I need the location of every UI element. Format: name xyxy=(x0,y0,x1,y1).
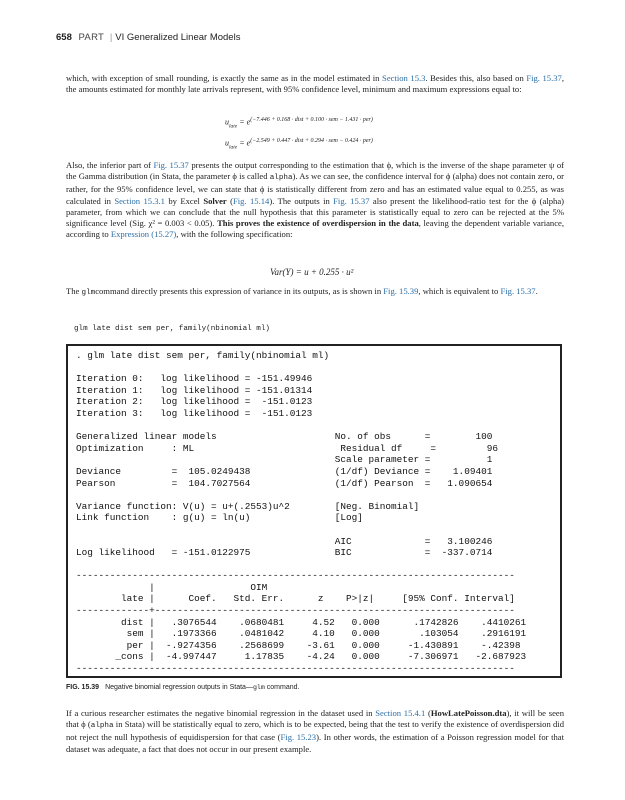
para2-text-5: ( xyxy=(226,195,233,206)
para3-text-4: . xyxy=(535,286,538,296)
para2-text-4: by Excel xyxy=(164,195,204,206)
xref-section-15-3-1[interactable]: Section 15.3.1 xyxy=(114,195,165,206)
xref-fig-15-14[interactable]: Fig. 15.14 xyxy=(233,195,270,206)
para1-text-1: which, with exception of small rounding, is exactly the same as in the model estimated in xyxy=(66,73,383,83)
xref-fig-15-37[interactable]: Fig. 15.37 xyxy=(526,73,562,83)
part-number: VI xyxy=(115,32,125,43)
xref-fig-15-39[interactable]: Fig. 15.39 xyxy=(383,286,419,296)
para1-text-3: , the amounts estimated for monthly late arrivals represent, with 95% confidence level, minimum and maximum expressions equal to: xyxy=(66,73,564,95)
para2-text-8: , leaving the dependent variable variance, according to xyxy=(66,218,564,240)
para3-text-3: , which is equivalent to xyxy=(418,286,501,296)
code-glm: glm xyxy=(81,289,96,297)
header-separator: | xyxy=(109,32,113,43)
para4-text-2: ( xyxy=(425,708,431,718)
para4-text-5: ). In other words, the estimation of a Poisson regression model for that dataset was adequate, a fact that does not occur in our present example. xyxy=(66,732,564,754)
eq2-lhs: u xyxy=(225,138,229,148)
xref-fig-15-37-d[interactable]: Fig. 15.37 xyxy=(500,286,536,296)
solver-bold: Solver xyxy=(203,195,227,206)
xref-section-15-4-1[interactable]: Section 15.4.1 xyxy=(375,708,426,718)
running-header xyxy=(56,32,240,43)
para2-text-7: also present the likelihood-ratio test for the ϕ (alpha) parameter, from which we can conclude that the null hypothesis that this parameter is statistically equal to zero can be rejected at the 5% significance level (Sig. χ² = 0.003 < 0.05). xyxy=(66,195,565,229)
paragraph-1 xyxy=(66,73,564,95)
eq2-rhs: = e xyxy=(239,138,251,148)
eq2-lhs-sub: late xyxy=(229,144,238,151)
figure-caption xyxy=(66,684,299,691)
overdispersion-bold: This proves the existence of overdispersion in the data xyxy=(217,218,419,229)
equation-min xyxy=(225,117,373,130)
para2-text-2: presents the output corresponding to the estimation that ϕ, which is the inverse of the shape parameter ψ of the Gamma distribution (in Stata, the parameter ϕ is called xyxy=(66,160,564,182)
para1-text-2: . Besides this, also based on xyxy=(425,73,527,83)
xref-expression-15-27[interactable]: Expression (15.27) xyxy=(110,229,177,240)
page-number: 658 xyxy=(56,32,72,43)
para3-text-2: command directly presents this expression of variance in its outputs, as is shown in xyxy=(95,286,384,296)
stata-command: glm late dist sem per, family(nbinomial ml) xyxy=(74,325,270,333)
paragraph-3 xyxy=(66,286,564,299)
para2-text-3: ). As we can see, the confidence interval for ϕ (alpha) does not contain zero, or rather, for the 95% confidence level, we can state that ϕ is statistically different from zero and has an estimated value equal to 0.255, as was calculated in xyxy=(66,171,564,206)
para2-text-6: ). The outputs in xyxy=(269,195,334,206)
stata-output-text: . glm late dist sem per, family(nbinomial ml) Iteration 0: log likelihood = -151.49946 Iteration 1: log likelihood = -151.01314 Iteration 2: log likelihood = -151.0123 Iteration 3: log likelihood = -151.0123 Generalized linear models No. of obs = 100 Optimization : ML Residual df = 96 Scale parameter = 1 Deviance = 105.0249438 (1/df) Deviance = 1.09401 Pearson = 104.7027564 (1/df) Pearson = 1.090654 Variance function: V(u) = u+(.2553)u^2 [Neg. Binomial] Link function : g(u) = ln(u) [Log] AIC = 3.100246 Log likelihood = -151.0122975 BIC = -337.0714 ------------------------------------------------------------------------------ | OIM late | Coef. Std. Err. z P>|z| [95% Conf. Interval] -------------+---------------------------------------------------------------- dist | .3076544 .0680481 4.52 0.000 .1742826 .4410261 sem | .1973366 .0481042 4.10 0.000 .103054 .2916191 per | -.9274356 .2568699 -3.61 0.000 -1.430891 -.42398 _cons | -4.997447 1.17835 -4.24 0.000 -7.306971 -2.687923 ------------------------------------------------------------------------------ xyxy=(76,350,527,675)
para4-text-1: If a curious researcher estimates the negative binomial regression in the dataset used in xyxy=(66,708,376,718)
eq1-rhs: = e xyxy=(239,117,251,127)
paragraph-2 xyxy=(66,160,564,240)
stata-output-box xyxy=(66,344,562,678)
xref-section-15-3[interactable]: Section 15.3 xyxy=(382,73,426,83)
part-label: PART xyxy=(78,32,105,43)
xref-fig-15-37-b[interactable]: Fig. 15.37 xyxy=(153,160,189,170)
xref-fig-15-23[interactable]: Fig. 15.23 xyxy=(280,732,317,743)
eq1-exponent: (−7.446 + 0.168 · dist + 0.100 · sem − 1.431 · per) xyxy=(250,117,373,123)
para4-text-3: ), it will be seen that ϕ ( xyxy=(66,708,564,730)
para2-text-9: , with the following specification: xyxy=(176,229,293,240)
eq2-exponent: (−2.549 + 0.447 · dist + 0.294 · sem − 0.424 · per) xyxy=(250,138,373,144)
xref-fig-15-37-c[interactable]: Fig. 15.37 xyxy=(333,195,370,206)
dataset-name-bold: HowLatePoisson.dta xyxy=(430,708,507,718)
part-title: Generalized Linear Models xyxy=(126,32,241,43)
paragraph-4 xyxy=(66,708,564,755)
para2-text-1: Also, the inferior part of xyxy=(66,160,154,170)
caption-text-2: command. xyxy=(264,684,300,691)
eq1-lhs: u xyxy=(225,117,229,127)
figure-label: FIG. 15.39 xyxy=(66,684,100,691)
equation-variance: Var(Y) = u + 0.255 · u² xyxy=(270,267,354,277)
para4-text-4: in Stata) will be statistically equal to zero, which is to be expected, being that the test to verify the existence of overdispersion did not reject the null hypothesis of equidispersion for that case ( xyxy=(66,719,564,743)
caption-code-glm: glm xyxy=(252,684,265,691)
code-alpha-2: alpha xyxy=(90,722,114,731)
eq1-lhs-sub: late xyxy=(229,123,238,130)
caption-text-1: Negative binomial regression outputs in Stata— xyxy=(105,684,253,691)
equation-max xyxy=(225,138,373,151)
para3-text-1: The xyxy=(66,286,82,296)
code-alpha: alpha xyxy=(269,174,293,183)
